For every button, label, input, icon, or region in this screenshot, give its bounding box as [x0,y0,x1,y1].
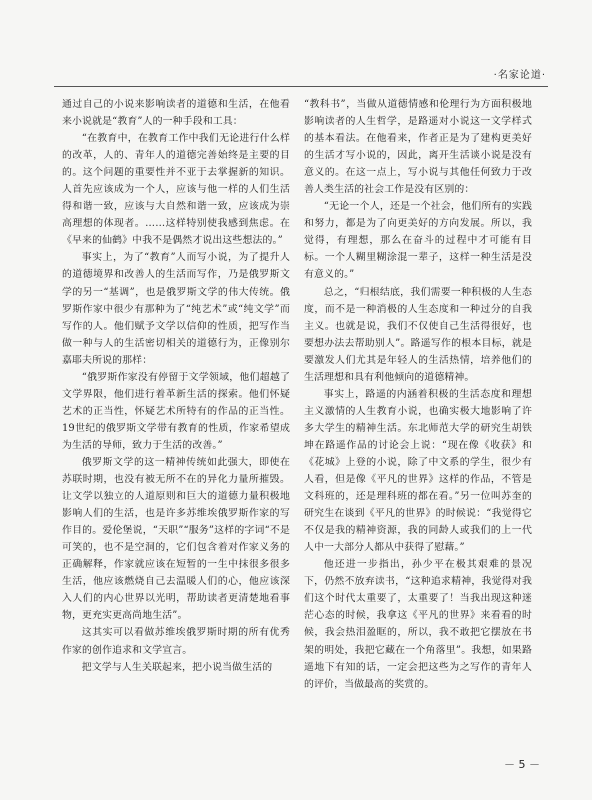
paragraph: 他还进一步指出，孙少平在极其艰难的景况下，仍然不放弃读书，“这种追求精神，我觉得对我们这个时代太重要了，太重要了！当我出现这种迷茫心态的时候，我拿这《平凡的世界》来看看的时候，我会热泪盈眶的，所以，我不敢把它摆放在书架的明处，我把它藏在一个角落里”。我想，如果路遥地下有知的话，一定会把这些为之写作的青年人的评价，当做最高的奖赏的。 [304,559,532,690]
header-rule [54,86,548,87]
paragraph: 通过自己的小说来影响读者的道德和生活，在他看来小说就是“教育”人的一种手段和工具： [62,99,290,128]
section-label: ·名家论道· [493,70,546,81]
paragraph: 事实上，路遥的内涵着积极的生活态度和理想主义激情的人生教育小说，也确实极大地影响了许多大学生的精神生活。东北师范大学的研究生胡铁坤在路遥作品的讨论会上说：“现在像《收获》和《花城》上登的小说，除了中文系的学生，很少有人看，但是像《平凡的世界》这样的作品，不管是文科班的，还是理科班的都在看。”另一位叫苏奎的研究生在谈到《平凡的世界》的时候说：“我觉得它不仅是我的精神资源，我的同龄人或我们的上一代人中一大部分人都从中获得了慰藉。” [304,388,532,554]
page-number: － 5 － [504,758,540,771]
paragraph: 把文学与人生关联起来，把小说当做生活的 [81,661,273,673]
paragraph: “教科书”，当做从道德情感和伦理行为方面积极地影响读者的人生哲学，是路遥对小说这一文学样式的基本看法。在他看来，作者正是为了建构更美好的生活才写小说的，因此，离开生活谈小说是没有意义的。在这一点上，写小说与其他任何致力于改善人类生活的社会工作是没有区别的： [304,99,532,196]
paragraph: “俄罗斯作家没有停留于文学领域，他们超越了文学界限，他们进行着革新生活的探索。他们怀疑艺术的正当性，怀疑艺术所特有的作品的正当性。19世纪的俄罗斯文学带有教育的性质，作家希望成为生活的导师，致力于生活的改善。” [62,371,290,451]
paragraph: 事实上，为了“教育”人而写小说，为了提升人的道德境界和改善人的生活而写作，乃是俄罗斯文学的另一“基调”，也是俄罗斯文学的伟大传统。俄罗斯作家中很少有那种为了“纯艺术”或“纯文学”而写作的人。他们赋予文学以信仰的性质，把写作当做一种与人的生活密切相关的道德行为，正像别尔嘉耶夫所说的那样： [62,252,290,366]
paragraph: 总之，“归根结底，我们需要一种积极的人生态度，而不是一种消极的人生态度和一种过分的自我主义。也就是说，我们不仅使自己生活得很好，也要想办法去帮助别人”。路遥写作的根本目标，就是要激发人们尤其是年轻人的生活热情，培养他们的生活理想和具有利他倾向的道德精神。 [304,286,532,383]
paragraph: “无论一个人，还是一个社会，他们所有的实践和努力，都是为了向更美好的方向发展。所以，我觉得，有理想，那么在奋斗的过程中才可能有目标。一个人糊里糊涂混一辈子，这样一种生活是没有意义的。” [304,201,532,281]
left-column [62,96,290,676]
right-column [304,96,532,693]
paragraph: “在教育中，在教育工作中我们无论进行什么样的改革，人的、青年人的道德完善始终是主要的目的。这个问题的重要性并不亚于去掌握新的知识。人首先应该成为一个人，应该与他一样的人们生活得和谐一致，应该与大自然和谐一致，应该成为崇高理想的体现者。……这样特别使我感到焦虑。在《早来的仙鹤》中我不是偶然才说出这些想法的。” [62,133,290,247]
paragraph: 俄罗斯文学的这一精神传统如此强大，即使在苏联时期，也没有被无所不在的异化力量所摧毁。让文学以独立的人道原则和巨大的道德力量积极地影响人们的生活，也是许多苏维埃俄罗斯作家的写作目的。爱伦堡说，“天职”“服务”这样的字词“不是可笑的，也不是空洞的，它们包含着对作家义务的正确解释，作家就应该在短暂的一生中抹很多很多生活，他应该燃烧自己去温暖人们的心，他应该深入人们的内心世界以光明，帮助读者更清楚地看事物，更充实更高尚地生活”。 [62,456,290,622]
paragraph: 这其实可以看做苏维埃俄罗斯时期的所有优秀作家的创作追求和文学宣言。 [62,627,290,656]
